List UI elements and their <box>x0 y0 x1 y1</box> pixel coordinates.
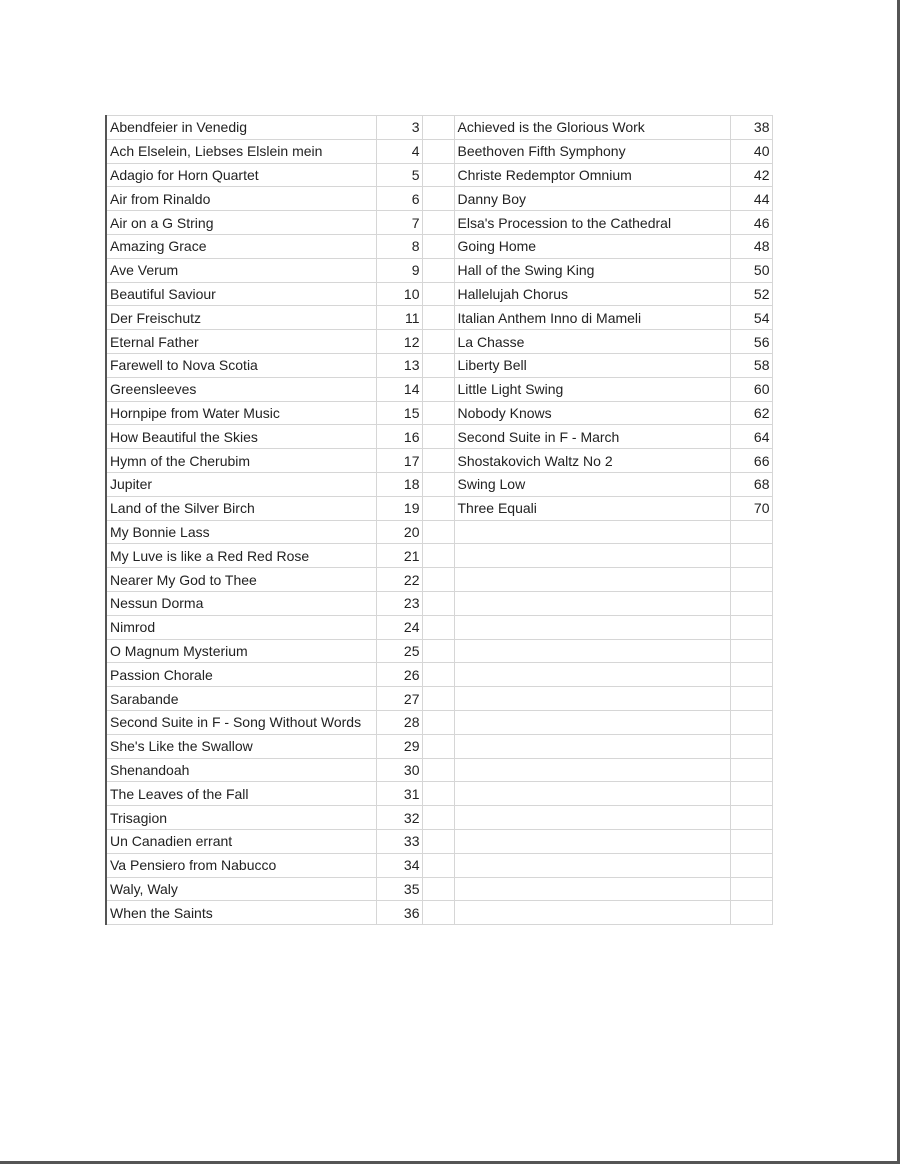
page-number-right <box>730 568 772 592</box>
song-title-left: Farewell to Nova Scotia <box>106 353 376 377</box>
page-number-right <box>730 591 772 615</box>
spacer-cell <box>422 639 454 663</box>
spacer-cell <box>422 234 454 258</box>
table-row <box>106 591 772 615</box>
spacer-cell <box>422 663 454 687</box>
spacer-cell <box>422 782 454 806</box>
page-number-right <box>730 829 772 853</box>
song-title-right: Italian Anthem Inno di Mameli <box>454 306 730 330</box>
song-title-right: Achieved is the Glorious Work <box>454 116 730 140</box>
page-number-left: 34 <box>376 853 422 877</box>
song-title-left: Va Pensiero from Nabucco <box>106 853 376 877</box>
spacer-cell <box>422 353 454 377</box>
song-title-right: Going Home <box>454 234 730 258</box>
page-number-right: 48 <box>730 234 772 258</box>
page-number-left: 4 <box>376 139 422 163</box>
spacer-cell <box>422 330 454 354</box>
spacer-cell <box>422 163 454 187</box>
page-number-left: 16 <box>376 425 422 449</box>
table-row <box>106 663 772 687</box>
page-number-right <box>730 853 772 877</box>
table-row <box>106 639 772 663</box>
song-title-right: Three Equali <box>454 496 730 520</box>
song-title-left: Adagio for Horn Quartet <box>106 163 376 187</box>
spacer-cell <box>422 377 454 401</box>
song-title-right <box>454 734 730 758</box>
page-number-left: 19 <box>376 496 422 520</box>
page-number-left: 9 <box>376 258 422 282</box>
table-row <box>106 782 772 806</box>
table-row <box>106 496 772 520</box>
song-title-left: Trisagion <box>106 806 376 830</box>
song-title-left: Amazing Grace <box>106 234 376 258</box>
spacer-cell <box>422 306 454 330</box>
song-title-right: Beethoven Fifth Symphony <box>454 139 730 163</box>
song-title-left: Sarabande <box>106 687 376 711</box>
spacer-cell <box>422 853 454 877</box>
page-number-left: 13 <box>376 353 422 377</box>
song-title-left: Eternal Father <box>106 330 376 354</box>
song-title-left: Beautiful Saviour <box>106 282 376 306</box>
table-row <box>106 163 772 187</box>
song-title-right <box>454 568 730 592</box>
spacer-cell <box>422 282 454 306</box>
song-title-right <box>454 806 730 830</box>
page-number-right <box>730 782 772 806</box>
spacer-cell <box>422 425 454 449</box>
spacer-cell <box>422 806 454 830</box>
song-title-right: Hallelujah Chorus <box>454 282 730 306</box>
page-number-right <box>730 877 772 901</box>
song-title-left: Land of the Silver Birch <box>106 496 376 520</box>
page-number-left: 7 <box>376 211 422 235</box>
song-title-right: Hall of the Swing King <box>454 258 730 282</box>
page-number-right: 66 <box>730 449 772 473</box>
song-title-right <box>454 663 730 687</box>
table-row <box>106 449 772 473</box>
table-row <box>106 401 772 425</box>
song-title-left: The Leaves of the Fall <box>106 782 376 806</box>
page-number-right: 38 <box>730 116 772 140</box>
page-number-right: 42 <box>730 163 772 187</box>
song-title-left: She's Like the Swallow <box>106 734 376 758</box>
page-number-right: 60 <box>730 377 772 401</box>
spacer-cell <box>422 496 454 520</box>
table-row <box>106 353 772 377</box>
page-number-left: 25 <box>376 639 422 663</box>
song-title-left: Nearer My God to Thee <box>106 568 376 592</box>
song-title-right: Christe Redemptor Omnium <box>454 163 730 187</box>
song-title-right <box>454 877 730 901</box>
song-title-right <box>454 853 730 877</box>
page-number-left: 30 <box>376 758 422 782</box>
page-number-right <box>730 758 772 782</box>
page-number-left: 32 <box>376 806 422 830</box>
song-title-right <box>454 615 730 639</box>
spacer-cell <box>422 734 454 758</box>
page-number-right: 68 <box>730 472 772 496</box>
page-number-right <box>730 544 772 568</box>
song-title-right: La Chasse <box>454 330 730 354</box>
spacer-cell <box>422 568 454 592</box>
song-title-left: Greensleeves <box>106 377 376 401</box>
song-title-left: Waly, Waly <box>106 877 376 901</box>
page-number-right <box>730 520 772 544</box>
page-number-right <box>730 615 772 639</box>
table-row <box>106 568 772 592</box>
page-number-right: 64 <box>730 425 772 449</box>
spacer-cell <box>422 401 454 425</box>
page-number-left: 17 <box>376 449 422 473</box>
spacer-cell <box>422 901 454 925</box>
song-title-right <box>454 544 730 568</box>
table-of-contents <box>105 115 773 925</box>
page-number-right: 40 <box>730 139 772 163</box>
page-number-left: 36 <box>376 901 422 925</box>
page-number-left: 21 <box>376 544 422 568</box>
table-row <box>106 282 772 306</box>
spacer-cell <box>422 258 454 282</box>
spacer-cell <box>422 449 454 473</box>
table-row <box>106 806 772 830</box>
page-number-right <box>730 710 772 734</box>
table-row <box>106 829 772 853</box>
song-title-right: Second Suite in F - March <box>454 425 730 449</box>
page-number-left: 14 <box>376 377 422 401</box>
song-title-left: My Bonnie Lass <box>106 520 376 544</box>
table-row <box>106 258 772 282</box>
song-title-left: Hymn of the Cherubim <box>106 449 376 473</box>
page-number-right: 44 <box>730 187 772 211</box>
page-number-left: 35 <box>376 877 422 901</box>
table-row <box>106 615 772 639</box>
page-number-left: 27 <box>376 687 422 711</box>
page-number-left: 11 <box>376 306 422 330</box>
table-row <box>106 853 772 877</box>
spacer-cell <box>422 187 454 211</box>
page-number-right <box>730 901 772 925</box>
table-row <box>106 234 772 258</box>
page-number-left: 5 <box>376 163 422 187</box>
song-title-left: Hornpipe from Water Music <box>106 401 376 425</box>
table-row <box>106 877 772 901</box>
page-number-right: 46 <box>730 211 772 235</box>
song-title-left: Un Canadien errant <box>106 829 376 853</box>
page-number-left: 10 <box>376 282 422 306</box>
table-row <box>106 544 772 568</box>
song-title-right: Elsa's Procession to the Cathedral <box>454 211 730 235</box>
page-number-right: 56 <box>730 330 772 354</box>
table-row <box>106 687 772 711</box>
song-title-left: Shenandoah <box>106 758 376 782</box>
table-row <box>106 472 772 496</box>
spacer-cell <box>422 520 454 544</box>
page-number-right <box>730 639 772 663</box>
song-title-right <box>454 758 730 782</box>
spacer-cell <box>422 877 454 901</box>
page-number-right: 62 <box>730 401 772 425</box>
song-title-left: Second Suite in F - Song Without Words <box>106 710 376 734</box>
page-number-left: 31 <box>376 782 422 806</box>
song-title-right <box>454 901 730 925</box>
spacer-cell <box>422 591 454 615</box>
song-title-left: How Beautiful the Skies <box>106 425 376 449</box>
spacer-cell <box>422 211 454 235</box>
song-title-left: Air from Rinaldo <box>106 187 376 211</box>
page-number-left: 23 <box>376 591 422 615</box>
song-title-right: Nobody Knows <box>454 401 730 425</box>
page-number-left: 33 <box>376 829 422 853</box>
page-number-left: 26 <box>376 663 422 687</box>
page-number-left: 15 <box>376 401 422 425</box>
spacer-cell <box>422 139 454 163</box>
page-number-right <box>730 806 772 830</box>
table-row <box>106 758 772 782</box>
song-title-right: Shostakovich Waltz No 2 <box>454 449 730 473</box>
table-row <box>106 520 772 544</box>
page-number-left: 18 <box>376 472 422 496</box>
song-title-right: Liberty Bell <box>454 353 730 377</box>
song-title-left: When the Saints <box>106 901 376 925</box>
page-number-right <box>730 663 772 687</box>
page-number-right: 70 <box>730 496 772 520</box>
song-title-left: Ach Elselein, Liebses Elslein mein <box>106 139 376 163</box>
song-title-left: Nessun Dorma <box>106 591 376 615</box>
spacer-cell <box>422 829 454 853</box>
page-number-right <box>730 734 772 758</box>
page-number-left: 8 <box>376 234 422 258</box>
song-title-right <box>454 591 730 615</box>
page-number-left: 3 <box>376 116 422 140</box>
song-title-left: Air on a G String <box>106 211 376 235</box>
spacer-cell <box>422 615 454 639</box>
page-number-left: 22 <box>376 568 422 592</box>
song-title-right <box>454 782 730 806</box>
song-title-left: Passion Chorale <box>106 663 376 687</box>
table-row <box>106 377 772 401</box>
song-title-left: Der Freischutz <box>106 306 376 330</box>
song-title-right: Swing Low <box>454 472 730 496</box>
table-row <box>106 710 772 734</box>
table-row <box>106 901 772 925</box>
page-number-left: 28 <box>376 710 422 734</box>
page-number-right: 54 <box>730 306 772 330</box>
song-title-right: Little Light Swing <box>454 377 730 401</box>
song-title-left: Abendfeier in Venedig <box>106 116 376 140</box>
song-title-right <box>454 710 730 734</box>
page-number-left: 6 <box>376 187 422 211</box>
table-row <box>106 306 772 330</box>
toc-body <box>106 116 772 925</box>
page-number-right: 50 <box>730 258 772 282</box>
page-number-right: 52 <box>730 282 772 306</box>
page-number-left: 29 <box>376 734 422 758</box>
song-title-left: My Luve is like a Red Red Rose <box>106 544 376 568</box>
page-number-right <box>730 687 772 711</box>
table-row <box>106 734 772 758</box>
spacer-cell <box>422 544 454 568</box>
page-number-right: 58 <box>730 353 772 377</box>
spacer-cell <box>422 710 454 734</box>
table-row <box>106 211 772 235</box>
song-title-right <box>454 520 730 544</box>
spacer-cell <box>422 116 454 140</box>
table-row <box>106 187 772 211</box>
song-title-left: Ave Verum <box>106 258 376 282</box>
song-title-right <box>454 639 730 663</box>
page-number-left: 12 <box>376 330 422 354</box>
table-row <box>106 425 772 449</box>
song-title-right <box>454 687 730 711</box>
table-row <box>106 139 772 163</box>
song-title-left: Jupiter <box>106 472 376 496</box>
song-title-right <box>454 829 730 853</box>
table-row <box>106 116 772 140</box>
page-number-left: 20 <box>376 520 422 544</box>
spacer-cell <box>422 472 454 496</box>
song-title-left: O Magnum Mysterium <box>106 639 376 663</box>
song-title-left: Nimrod <box>106 615 376 639</box>
song-title-right: Danny Boy <box>454 187 730 211</box>
page-number-left: 24 <box>376 615 422 639</box>
spacer-cell <box>422 758 454 782</box>
table-row <box>106 330 772 354</box>
spacer-cell <box>422 687 454 711</box>
